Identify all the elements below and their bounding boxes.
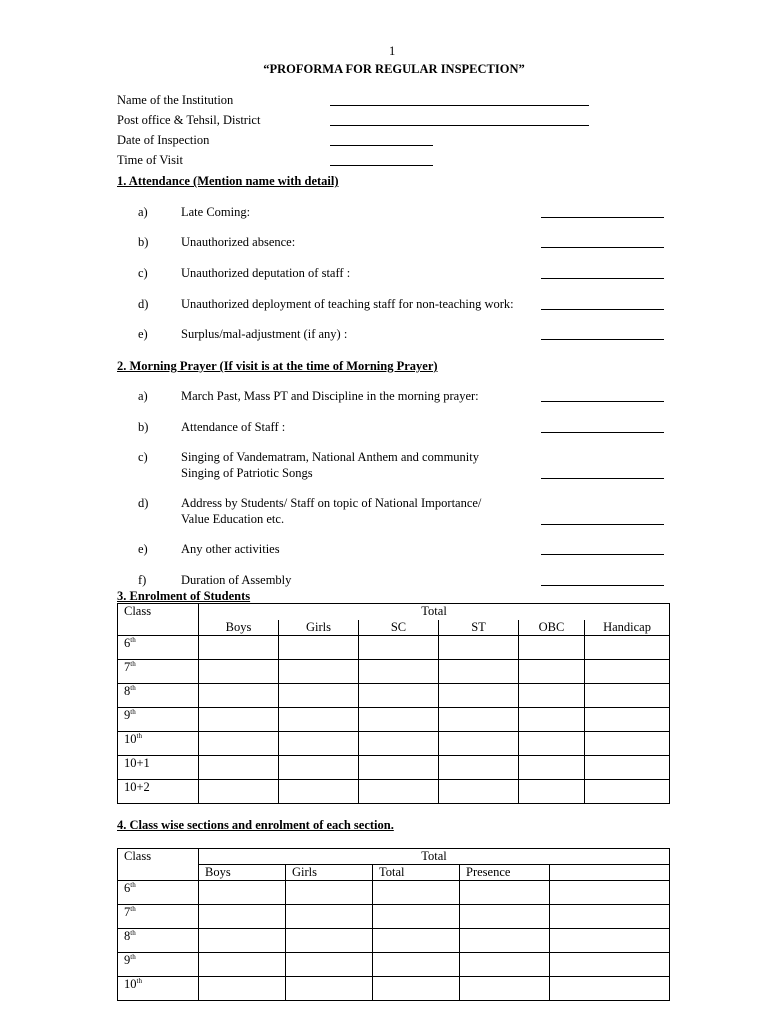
section1-item-marker: a)	[138, 205, 148, 219]
answer-line[interactable]	[541, 247, 664, 248]
section1-item-marker: b)	[138, 235, 149, 249]
table-cell[interactable]	[199, 905, 286, 929]
table-cell[interactable]	[199, 684, 279, 708]
table-cell[interactable]	[359, 780, 439, 804]
table-row	[118, 684, 670, 708]
table-cell[interactable]	[550, 905, 670, 929]
section2-item-marker: a)	[138, 389, 148, 403]
table-cell[interactable]	[460, 929, 550, 953]
table-cell[interactable]	[373, 953, 460, 977]
page-number: 1	[389, 44, 396, 58]
table-cell[interactable]	[519, 756, 585, 780]
row-class-label: 9th	[118, 708, 199, 732]
table-cell[interactable]	[199, 953, 286, 977]
table-row	[118, 905, 670, 929]
column-header-obc: OBC	[519, 620, 585, 636]
section2-item-marker: f)	[138, 573, 147, 587]
answer-line[interactable]	[541, 217, 664, 218]
table-row	[118, 977, 670, 1001]
row-class-label: 7th	[118, 905, 199, 929]
field-line-post-office[interactable]	[330, 125, 589, 126]
column-header-sc: SC	[359, 620, 439, 636]
table-cell[interactable]	[279, 660, 359, 684]
table-cell[interactable]	[439, 780, 519, 804]
column-header-st: ST	[439, 620, 519, 636]
table-cell[interactable]	[585, 780, 670, 804]
table-cell[interactable]	[519, 732, 585, 756]
section2-item-marker: b)	[138, 420, 149, 434]
table-cell[interactable]	[359, 756, 439, 780]
row-class-label: 9th	[118, 953, 199, 977]
column-header-boys: Boys	[199, 620, 279, 636]
table-row	[118, 732, 670, 756]
answer-line[interactable]	[541, 401, 664, 402]
answer-line[interactable]	[541, 554, 664, 555]
table-row	[118, 636, 670, 660]
table-cell[interactable]	[585, 756, 670, 780]
section-enrolment-table	[117, 848, 670, 1001]
table-cell[interactable]	[585, 636, 670, 660]
section1-item-text: Unauthorized deployment of teaching staff for non-teaching work:	[181, 297, 514, 311]
field-line-institution[interactable]	[330, 105, 589, 106]
table-cell[interactable]	[199, 881, 286, 905]
row-class-label: 10+2	[118, 780, 199, 804]
total-header: Total	[199, 604, 670, 620]
table-cell[interactable]	[373, 881, 460, 905]
answer-line[interactable]	[541, 524, 664, 525]
table-cell[interactable]	[439, 684, 519, 708]
table-cell[interactable]	[585, 732, 670, 756]
column-header-presence: Presence	[460, 865, 550, 881]
table-cell[interactable]	[519, 660, 585, 684]
answer-line[interactable]	[541, 309, 664, 310]
table-cell[interactable]	[439, 732, 519, 756]
column-header-girls: Girls	[279, 620, 359, 636]
answer-line[interactable]	[541, 339, 664, 340]
section1-item-marker: e)	[138, 327, 148, 341]
table-cell[interactable]	[279, 756, 359, 780]
table-row	[118, 881, 670, 905]
section2-item-marker: c)	[138, 450, 148, 464]
table-cell[interactable]	[199, 756, 279, 780]
answer-line[interactable]	[541, 432, 664, 433]
table-cell[interactable]	[286, 881, 373, 905]
table-cell[interactable]	[199, 929, 286, 953]
table-cell[interactable]	[439, 708, 519, 732]
column-header-boys: Boys	[199, 865, 286, 881]
table-cell[interactable]	[460, 905, 550, 929]
table-cell[interactable]	[585, 660, 670, 684]
table-cell[interactable]	[550, 929, 670, 953]
row-class-label: 10th	[118, 732, 199, 756]
section2-item-marker: e)	[138, 542, 148, 556]
section2-item-text: March Past, Mass PT and Discipline in the morning prayer:	[181, 389, 479, 403]
row-class-label: 6th	[118, 881, 199, 905]
answer-line[interactable]	[541, 478, 664, 479]
table-cell[interactable]	[373, 977, 460, 1001]
table-cell[interactable]	[439, 660, 519, 684]
section1-item-text: Unauthorized absence:	[181, 235, 296, 249]
section2-item-text-line1: Address by Students/ Staff on topic of National Importance/	[181, 496, 482, 510]
section1-item-text: Surplus/mal-adjustment (if any) :	[181, 327, 348, 341]
table-cell[interactable]	[199, 636, 279, 660]
column-header-girls: Girls	[286, 865, 373, 881]
table-cell[interactable]	[439, 756, 519, 780]
field-line-time[interactable]	[330, 165, 433, 166]
section1-item-marker: c)	[138, 266, 148, 280]
field-label-time: Time of Visit	[117, 153, 183, 167]
section4-heading: 4. Class wise sections and enrolment of each section.	[117, 818, 394, 832]
table-row	[118, 660, 670, 684]
row-class-label: 8th	[118, 684, 199, 708]
table-cell[interactable]	[550, 977, 670, 1001]
table-row	[118, 953, 670, 977]
class-header: Class	[118, 849, 199, 881]
row-class-label: 6th	[118, 636, 199, 660]
table-cell[interactable]	[279, 732, 359, 756]
class-header: Class	[118, 604, 199, 636]
table-cell[interactable]	[279, 684, 359, 708]
column-header-blank	[550, 865, 670, 881]
section1-item-text: Unauthorized deputation of staff :	[181, 266, 351, 280]
section1-heading: 1. Attendance (Mention name with detail)	[117, 174, 339, 188]
table-cell[interactable]	[460, 881, 550, 905]
table-cell[interactable]	[359, 684, 439, 708]
table-cell[interactable]	[585, 708, 670, 732]
section2-item-text-line2: Singing of Patriotic Songs	[181, 466, 313, 480]
page-title: “PROFORMA FOR REGULAR INSPECTION”	[263, 62, 525, 76]
table-cell[interactable]	[286, 977, 373, 1001]
section1-item-text: Late Coming:	[181, 205, 251, 219]
row-class-label: 10+1	[118, 756, 199, 780]
column-header-total: Total	[373, 865, 460, 881]
section2-item-text-line2: Value Education etc.	[181, 512, 285, 526]
row-class-label: 10th	[118, 977, 199, 1001]
table-cell[interactable]	[585, 684, 670, 708]
section2-item-text: Any other activities	[181, 542, 280, 556]
table-cell[interactable]	[199, 780, 279, 804]
table-row	[118, 929, 670, 953]
enrolment-table	[117, 603, 670, 804]
table-cell[interactable]	[359, 660, 439, 684]
table-cell[interactable]	[286, 929, 373, 953]
table-cell[interactable]	[359, 708, 439, 732]
section3-heading: 3. Enrolment of Students	[117, 589, 251, 603]
table-row	[118, 780, 670, 804]
row-class-label: 7th	[118, 660, 199, 684]
table-cell[interactable]	[519, 684, 585, 708]
table-cell[interactable]	[359, 732, 439, 756]
table-cell[interactable]	[279, 636, 359, 660]
table-cell[interactable]	[519, 780, 585, 804]
field-label-date: Date of Inspection	[117, 133, 210, 147]
answer-line[interactable]	[541, 585, 664, 586]
table-cell[interactable]	[199, 732, 279, 756]
section2-item-text: Duration of Assembly	[181, 573, 292, 587]
answer-line[interactable]	[541, 278, 664, 279]
table-cell[interactable]	[199, 660, 279, 684]
table-row	[118, 756, 670, 780]
table-cell[interactable]	[519, 636, 585, 660]
field-label-post-office: Post office & Tehsil, District	[117, 113, 261, 127]
field-line-date[interactable]	[330, 145, 433, 146]
table-cell[interactable]	[550, 953, 670, 977]
row-class-label: 8th	[118, 929, 199, 953]
section2-item-marker: d)	[138, 496, 149, 510]
table-cell[interactable]	[519, 708, 585, 732]
field-label-institution: Name of the Institution	[117, 93, 234, 107]
table-cell[interactable]	[460, 953, 550, 977]
table-cell[interactable]	[439, 636, 519, 660]
table-cell[interactable]	[286, 905, 373, 929]
section2-heading: 2. Morning Prayer (If visit is at the time of Morning Prayer)	[117, 359, 438, 373]
table-cell[interactable]	[373, 905, 460, 929]
section2-item-text: Attendance of Staff :	[181, 420, 286, 434]
section1-item-marker: d)	[138, 297, 149, 311]
table-cell[interactable]	[199, 708, 279, 732]
table-cell[interactable]	[199, 977, 286, 1001]
table-cell[interactable]	[550, 881, 670, 905]
column-header-handicap: Handicap	[585, 620, 670, 636]
table-row	[118, 708, 670, 732]
total-header: Total	[199, 849, 670, 865]
table-cell[interactable]	[359, 636, 439, 660]
table-cell[interactable]	[286, 953, 373, 977]
table-cell[interactable]	[373, 929, 460, 953]
section2-item-text-line1: Singing of Vandematram, National Anthem and community	[181, 450, 479, 464]
table-cell[interactable]	[460, 977, 550, 1001]
table-cell[interactable]	[279, 780, 359, 804]
table-cell[interactable]	[279, 708, 359, 732]
